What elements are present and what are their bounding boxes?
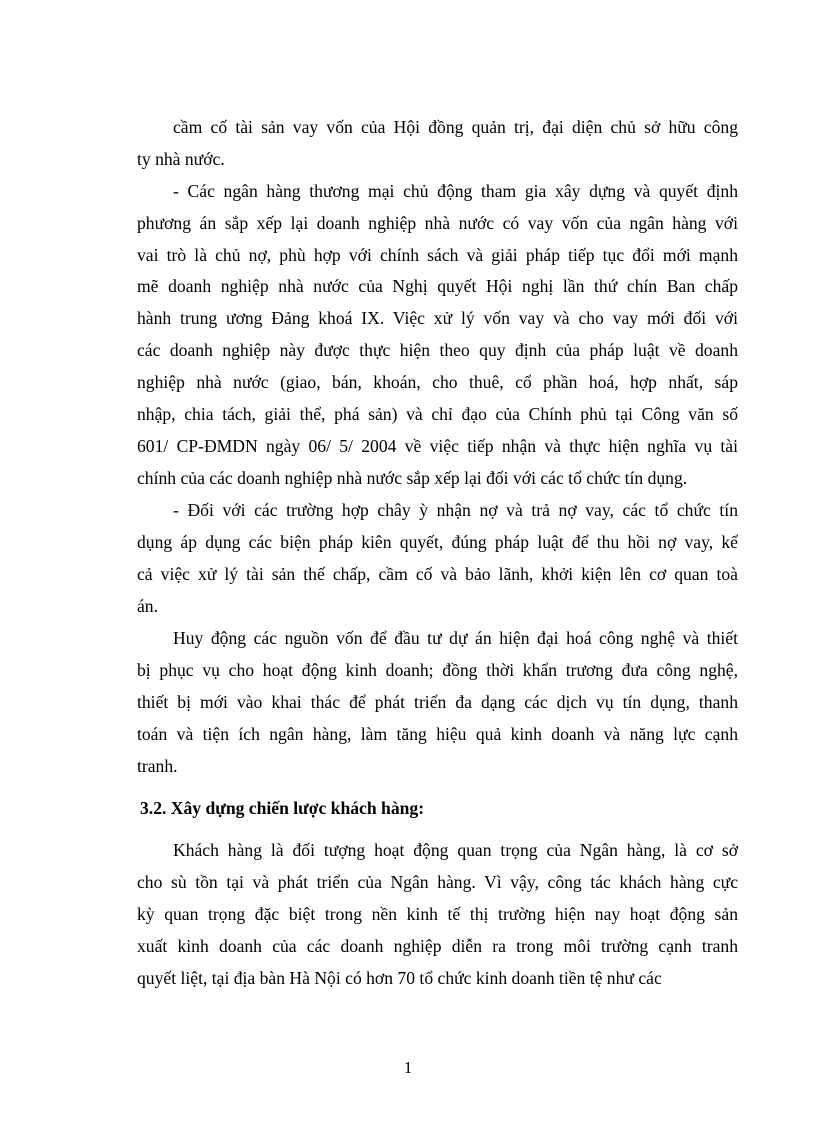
text-line: nghiệp nhà nước (giao, bán, khoán, cho thuê, cổ phần hoá, hợp nhất, sáp	[137, 372, 738, 392]
text-line: hành trung ương Đảng khoá IX. Việc xử lý vốn vay và cho vay mới đối với	[137, 308, 738, 328]
text-line: Khách hàng là đối tượng hoạt động quan trọng của Ngân hàng, là cơ sở	[173, 840, 738, 860]
text-line: ty nhà nước.	[137, 149, 225, 169]
text-line: nhập, chia tách, giải thể, phá sản) và chỉ đạo của Chính phủ tại Công văn số	[137, 404, 738, 424]
text-line: mẽ doanh nghiệp nhà nước của Nghị quyết Hội nghị lần thứ chín Ban chấp	[137, 276, 738, 296]
text-line: cho sù tồn tại và phát triển của Ngân hàng. Vì vậy, công tác khách hàng cực	[137, 872, 738, 892]
text-line: cầm cố tài sản vay vốn của Hội đồng quản trị, đại diện chủ sở hữu công	[173, 117, 738, 137]
text-line: - Đối với các trường hợp chây ỳ nhận nợ và trả nợ vay, các tổ chức tín	[173, 500, 738, 520]
text-line: bị phục vụ cho hoạt động kinh doanh; đồng thời khẩn trương đưa công nghệ,	[137, 660, 738, 680]
text-line: chính của các doanh nghiệp nhà nước sắp xếp lại đối với các tổ chức tín dụng.	[137, 468, 688, 488]
text-line: vai trò là chủ nợ, phù hợp với chính sách và giải pháp tiếp tục đổi mới mạnh	[137, 245, 738, 265]
text-line: phương án sắp xếp lại doanh nghiệp nhà nước có vay vốn của ngân hàng với	[137, 213, 738, 233]
text-line: toán và tiện ích ngân hàng, làm tăng hiệu quả kinh doanh và năng lực cạnh	[137, 724, 738, 744]
text-line: Huy động các nguồn vốn để đầu tư dự án hiện đại hoá công nghệ và thiết	[173, 628, 738, 648]
text-line: cả việc xử lý tài sản thế chấp, cầm cố và bảo lãnh, khởi kiện lên cơ quan toà	[137, 564, 738, 584]
text-line: kỳ quan trọng đặc biệt trong nền kinh tế thị trường hiện nay hoạt động sản	[137, 904, 738, 924]
text-line: xuất kinh doanh của các doanh nghiệp diễn ra trong môi trường cạnh tranh	[137, 936, 738, 956]
section-heading: 3.2. Xây dựng chiến lược khách hàng:	[140, 798, 425, 818]
text-line: án.	[137, 596, 159, 616]
text-line: các doanh nghiệp này được thực hiện theo quy định của pháp luật về doanh	[137, 340, 738, 360]
page-number: 1	[403, 1058, 413, 1077]
text-line: dụng áp dụng các biện pháp kiên quyết, đúng pháp luật để thu hồi nợ vay, kể	[137, 532, 738, 552]
text-line: quyết liệt, tại địa bàn Hà Nội có hơn 70 tổ chức kinh doanh tiền tệ như các	[137, 968, 662, 988]
text-line: - Các ngân hàng thương mại chủ động tham gia xây dựng và quyết định	[173, 181, 738, 201]
text-line: 601/ CP-ĐMDN ngày 06/ 5/ 2004 về việc tiếp nhận và thực hiện nghĩa vụ tài	[137, 436, 738, 456]
text-line: tranh.	[137, 756, 178, 776]
text-line: thiết bị mới vào khai thác để phát triển đa dạng các dịch vụ tín dụng, thanh	[137, 692, 738, 712]
